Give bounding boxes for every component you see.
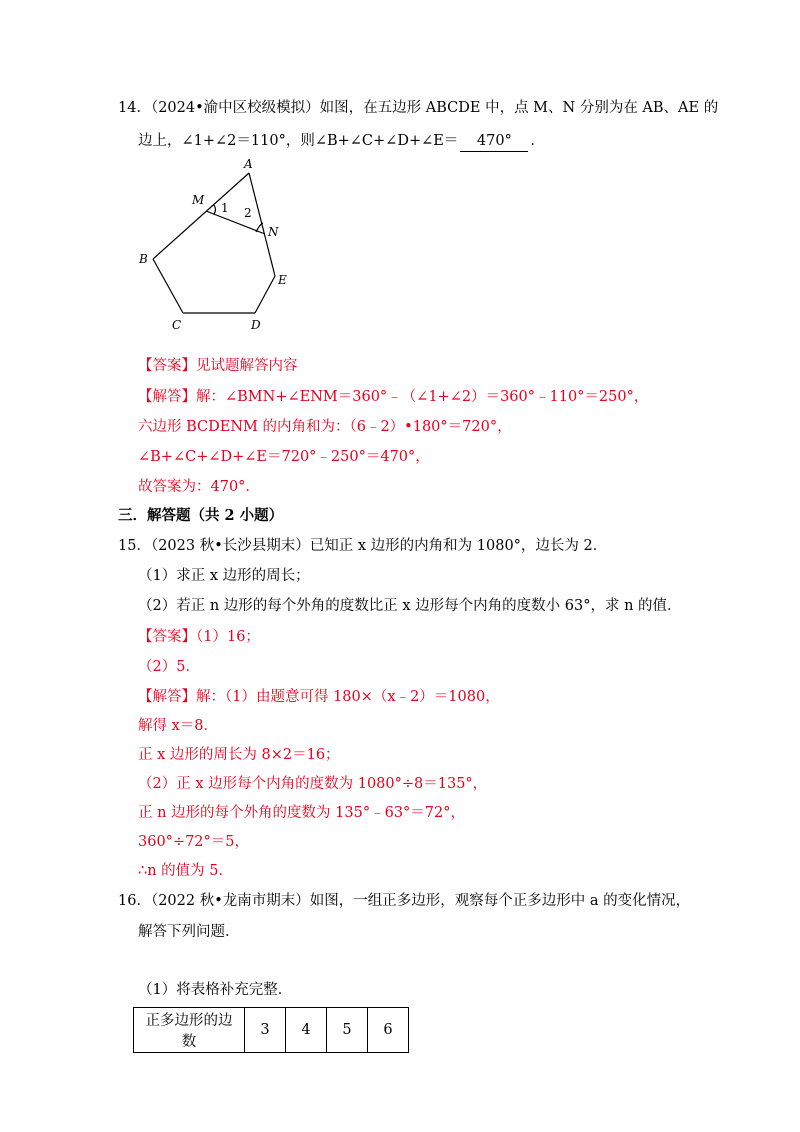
- q15-answer-1: 【答案】（1）16；: [138, 629, 260, 645]
- label-N: N: [268, 225, 279, 239]
- edge-ab: [153, 173, 249, 259]
- label-B: B: [139, 252, 148, 266]
- q15-part2: （2）若正 n 边形的每个外角的度数比正 x 边形每个内角的度数小 63°，求 n 的值．: [138, 598, 682, 614]
- q15-solution-1: 【解答】解：（1）由题意可得 180×（x﹣2）＝1080，: [138, 689, 500, 705]
- label-angle-2: 2: [244, 206, 252, 220]
- pentagon-figure: [130, 150, 310, 335]
- q14-solution-2: 六边形 BCDENM 的内角和为：（6﹣2）•180°＝720°，: [138, 419, 512, 435]
- q14-answer: 【答案】见试题解答内容: [138, 358, 298, 374]
- q15-solution-3: 正 x 边形的周长为 8×2＝16；: [138, 747, 340, 763]
- q14-solution-3: ∠B+∠C+∠D+∠E＝720°﹣250°＝470°，: [138, 449, 430, 465]
- label-angle-1: 1: [221, 201, 229, 215]
- q14-line2-pre: 边上，∠1+∠2＝110°，则∠B+∠C+∠D+∠E＝: [138, 133, 459, 149]
- label-C: C: [172, 318, 182, 332]
- q14-solution-4: 故答案为：470°．: [138, 479, 260, 495]
- q15-solution-5: 正 n 边形的每个外角的度数为 135°﹣63°＝72°，: [138, 805, 465, 821]
- q16-line2: 解答下列问题．: [138, 924, 240, 940]
- polygon-table: [133, 1007, 409, 1053]
- table-cell: 3: [245, 1008, 286, 1053]
- q15-solution-7: ∴n 的值为 5．: [138, 863, 234, 879]
- section-heading: 三．解答题（共 2 小题）: [118, 507, 284, 524]
- table-cell: 5: [327, 1008, 368, 1053]
- table-header-cell: 正多边形的边数: [134, 1008, 245, 1053]
- angle-1-arc: [214, 205, 216, 214]
- edge-bc: [153, 259, 183, 313]
- table-cell: 4: [286, 1008, 327, 1053]
- table-row: [134, 1008, 409, 1053]
- q15-solution-4: （2）正 x 边形每个内角的度数为 1080°÷8＝135°，: [138, 776, 488, 792]
- edge-de: [255, 276, 275, 313]
- q14-line2: [138, 131, 545, 152]
- label-D: D: [251, 318, 261, 332]
- q14-line1: 14．（2024•渝中区校级模拟）如图，在五边形 ABCDE 中，点 M、N 分别为在 AB、AE 的: [118, 100, 719, 116]
- q16-part1: （1）将表格补充完整．: [138, 982, 293, 998]
- label-M: M: [192, 193, 205, 207]
- q14-solution-1: 【解答】解：∠BMN+∠ENM＝360°﹣（∠1+∠2）＝360°﹣110°＝250°，: [138, 389, 649, 405]
- q15-answer-2: （2）5．: [138, 659, 200, 675]
- label-A: A: [244, 157, 253, 171]
- label-E: E: [278, 273, 287, 287]
- table-cell: 6: [368, 1008, 409, 1053]
- q15-solution-2: 解得 x＝8．: [138, 718, 219, 734]
- q15-part1: （1）求正 x 边形的周长；: [138, 568, 310, 584]
- q15-solution-6: 360°÷72°＝5，: [138, 834, 250, 850]
- q16-line1: 16．（2022 秋•龙南市期末）如图，一组正多边形，观察每个正多边形中 a 的变化情况，: [118, 893, 691, 909]
- q14-answer-blank: 470°: [460, 131, 528, 152]
- q14-line2-post: ．: [530, 133, 545, 149]
- q15-line1: 15．（2023 秋•长沙县期末）已知正 x 边形的内角和为 1080°，边长为 2．: [118, 538, 608, 554]
